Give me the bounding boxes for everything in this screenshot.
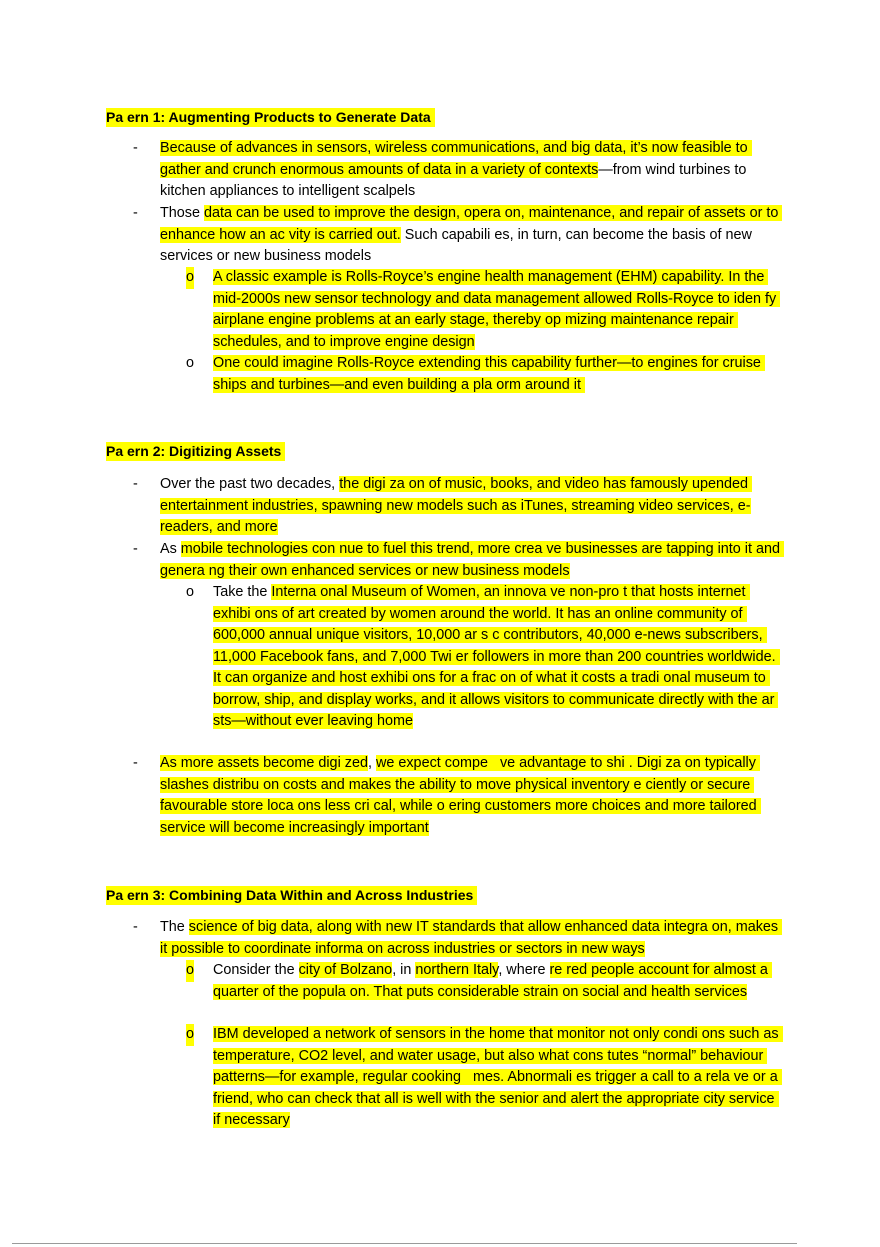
- bullet-dash: -: [133, 541, 138, 557]
- sub-list-item: One could imagine Rolls-Royce extending this capability further—to engines for cruise ships and turbines—and even building a pla orm around it: [213, 355, 765, 393]
- bullet-dash: -: [133, 476, 138, 492]
- pattern-2-heading: Pa ern 2: Digitizing Assets: [106, 443, 286, 459]
- bullet-circle: o: [186, 1024, 194, 1046]
- bullet-circle: o: [186, 960, 194, 982]
- pattern-1-heading: Pa ern 1: Augmenting Products to Generate Data: [106, 109, 435, 125]
- bullet-dash: -: [133, 140, 138, 156]
- list-item: Those data can be used to improve the design, opera on, maintenance, and repair of assets or to enhance how an ac vity is carried out. Such capabili es, in turn, can become the basis of new services or new business models: [160, 205, 783, 264]
- list-item: As more assets become digi zed, we expect compe ve advantage to shi . Digi za on typically slashes distribu on costs and makes the ability to move physical inventory e ciently or secure favourable store loca ons less cri cal, while o ering customers more choices and more tailored service will become increasingly important: [160, 755, 761, 836]
- list-item: As mobile technologies con nue to fuel this trend, more crea ve businesses are tapping into it and genera ng their own enhanced services or new business models: [160, 541, 784, 579]
- sub-list-item: Take the Interna onal Museum of Women, an innova ve non-pro t that hosts internet exhibi ons of art created by women around the world. It has an online community of 600,000 annual unique visitors, 10,000 ar s c contributors, 40,000 e-news subscribers, 11,000 Facebook fans, and 7,000 Twi er followers in more than 200 countries worldwide. It can organize and host exhibi ons for a frac on of what it costs a tradi onal museum to borrow, ship, and display works, and it allows visitors to communicate directly with the ar sts—without ever leaving home: [213, 584, 780, 729]
- list-item: Over the past two decades, the digi za on of music, books, and video has famously upended entertainment industries, spawning new models such as iTunes, streaming video services, e-readers, and more: [160, 476, 752, 535]
- pattern-3-heading: Pa ern 3: Combining Data Within and Across Industries: [106, 887, 478, 903]
- bullet-circle: o: [186, 355, 195, 371]
- sub-list-item: A classic example is Rolls-Royce’s engine health management (EHM) capability. In the mid-2000s new sensor technology and data management allowed Rolls-Royce to iden fy airplane engine problems at an early stage, thereby op mizing maintenance repair schedules, and to improve engine design: [213, 269, 781, 350]
- list-item: Because of advances in sensors, wireless communications, and big data, it’s now feasible to gather and crunch enormous amounts of data in a variety of contexts—from wind turbines to kitchen appliances to intelligent scalpels: [160, 140, 752, 199]
- bullet-dash: -: [133, 919, 138, 935]
- bullet-circle: o: [186, 267, 194, 289]
- footer-divider: [12, 1243, 797, 1244]
- bullet-circle: o: [186, 584, 195, 600]
- bullet-dash: -: [133, 205, 138, 221]
- sub-list-item: Consider the city of Bolzano, in northern Italy, where re red people account for almost a quarter of the popula on. That puts considerable strain on social and health services: [213, 962, 772, 1000]
- list-item: The science of big data, along with new IT standards that allow enhanced data integra on, makes it possible to coordinate informa on across industries or sectors in new ways: [160, 919, 783, 957]
- sub-list-item: IBM developed a network of sensors in the home that monitor not only condi ons such as temperature, CO2 level, and water usage, but also what cons tutes “normal” behaviour patterns—for example, regular cooking mes. Abnormali es trigger a call to a rela ve or a friend, who can check that all is well with the senior and alert the appropriate city service if necessary: [213, 1026, 783, 1128]
- bullet-dash: -: [133, 755, 138, 771]
